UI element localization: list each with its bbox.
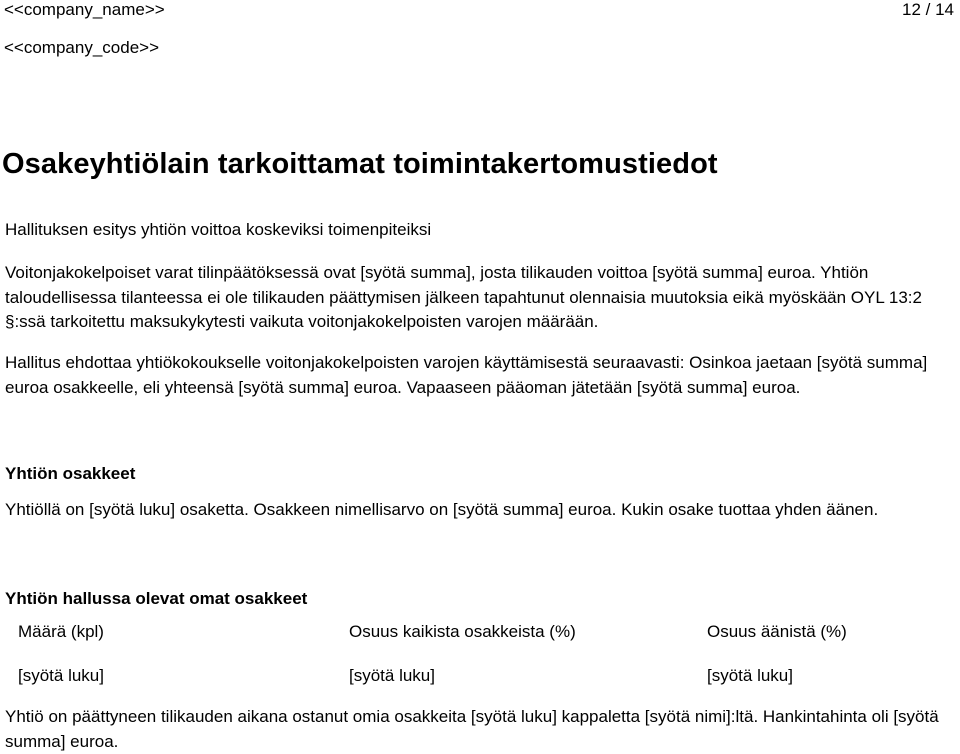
distributable-funds-paragraph: Voitonjakokelpoiset varat tilinpäätöksessä ovat [syötä summa], josta tilikauden voittoa [syötä summa] euroa. Yhtiön taloudellisessa tilanteessa ei ole tilikauden päättymisen jälkeen tapahtunut olennaisia muutoksia eikä myöskään OYL 13:2 §:ssä tarkoitettu maksukykytesti vaikuta voitonjakokelpoisten varojen määrään. [5,263,922,331]
table-header-cell: Määrä (kpl) [18,622,104,641]
table-cell: [syötä luku] [707,666,793,685]
table-header-cell: Osuus kaikista osakkeista (%) [349,622,576,641]
table-header-row [18,620,948,664]
dividend-proposal-paragraph: Hallitus ehdottaa yhtiökokoukselle voitonjakokelpoisten varojen käyttämisestä seuraavasti: Osinkoa jaetaan [syötä summa] euroa osakkeelle, eli yhteensä [syötä summa] euroa. Vapaaseen pääoman jätetään [syötä summa] euroa. [5,353,928,397]
table-row [18,664,948,708]
table-cell: [syötä luku] [18,666,104,685]
own-shares-heading: Yhtiön hallussa olevat omat osakkeet [5,589,308,608]
page-title: Osakeyhtiölain tarkoittamat toimintakertomustiedot [2,148,718,180]
board-proposal-heading: Hallituksen esitys yhtiön voittoa koskeviksi toimenpiteiksi [5,220,432,239]
own-shares-paragraph: Yhtiö on päättyneen tilikauden aikana ostanut omia osakkeita [syötä luku] kappaletta [syötä nimi]:ltä. Hankintahinta oli [syötä summa] euroa. [5,707,939,751]
page-number: 12 / 14 [902,0,954,19]
shares-paragraph: Yhtiöllä on [syötä luku] osaketta. Osakkeen nimellisarvo on [syötä summa] euroa. Kukin osake tuottaa yhden äänen. [5,500,879,519]
company-code-placeholder: <<company_code>> [4,38,160,57]
shares-heading: Yhtiön osakkeet [5,464,136,483]
own-shares-table [18,620,948,708]
table-cell: [syötä luku] [349,666,435,685]
company-name-placeholder: <<company_name>> [4,0,165,19]
table-header-cell: Osuus äänistä (%) [707,622,847,641]
